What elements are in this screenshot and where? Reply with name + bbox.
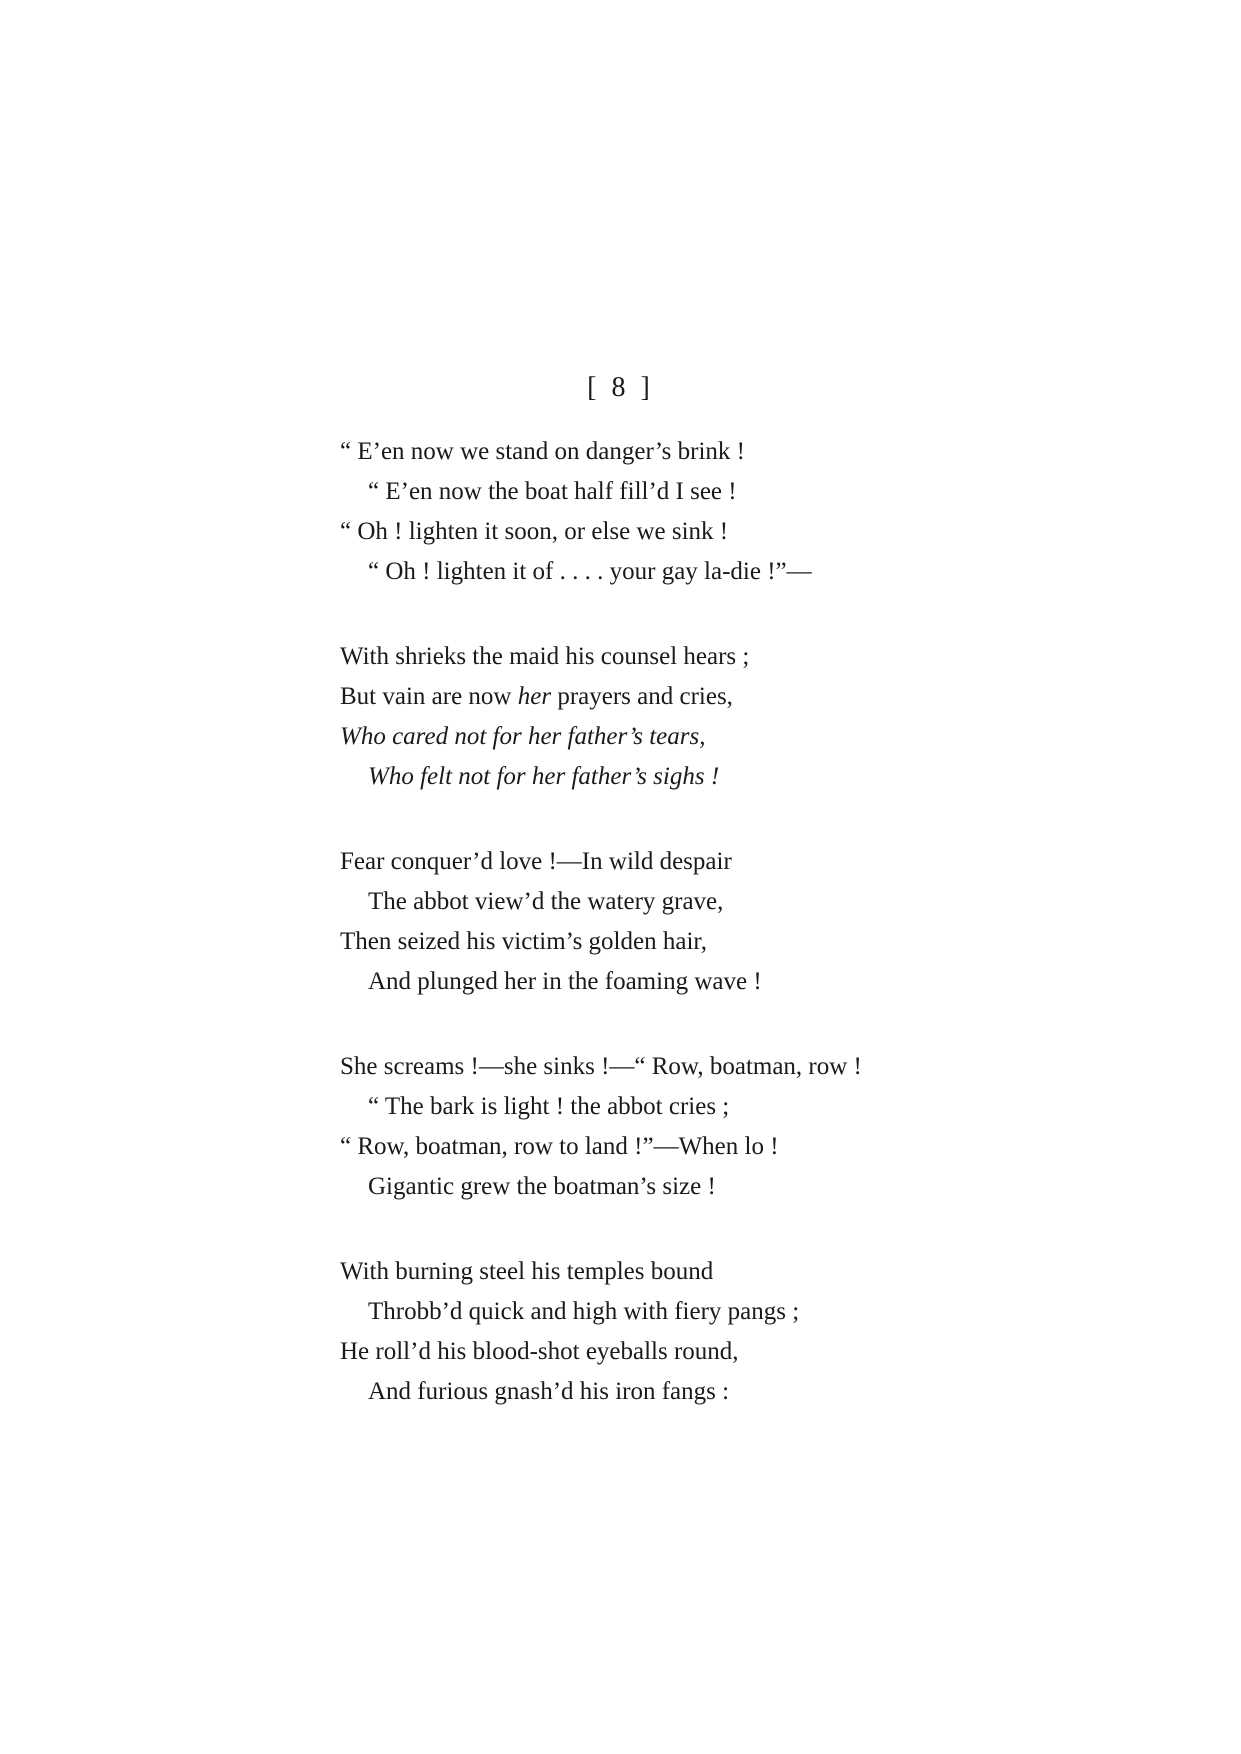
page-number: [ 8 ] bbox=[587, 372, 654, 403]
poem-line: She screams !—she sinks !—“ Row, boatman, row ! bbox=[340, 1053, 862, 1080]
poem-line: “ The bark is light ! the abbot cries ; bbox=[368, 1093, 730, 1120]
stanza-1 bbox=[340, 432, 980, 592]
poem-line-italic bbox=[340, 757, 980, 797]
poem-line-text: prayers and cries, bbox=[551, 683, 733, 710]
italic-text: Who cared not for her father’s tears, bbox=[340, 723, 706, 750]
poem-body bbox=[340, 432, 980, 1457]
poem-line: Gigantic grew the boatman’s size ! bbox=[368, 1173, 716, 1200]
poem-line: “ E’en now we stand on danger’s brink ! bbox=[340, 438, 745, 465]
poem-line: “ Oh ! lighten it soon, or else we sink ! bbox=[340, 518, 729, 545]
poem-line: The abbot view’d the watery grave, bbox=[368, 888, 724, 915]
poem-line: With shrieks the maid his counsel hears ; bbox=[340, 643, 750, 670]
stanza-2 bbox=[340, 637, 980, 797]
poem-line bbox=[340, 677, 980, 717]
poem-line-text: But vain are now bbox=[340, 683, 518, 710]
poem-line: Throbb’d quick and high with fiery pangs ; bbox=[368, 1298, 800, 1325]
poem-line: With burning steel his temples bound bbox=[340, 1258, 714, 1285]
poem-line: He roll’d his blood-shot eyeballs round, bbox=[340, 1338, 739, 1365]
poem-line: “ Oh ! lighten it of . . . . your gay la-die !”— bbox=[368, 558, 812, 585]
italic-text: Who felt not for her father’s sighs ! bbox=[368, 763, 720, 790]
stanza-5 bbox=[340, 1252, 980, 1412]
emphasized-word: her bbox=[517, 683, 552, 710]
poem-line-italic bbox=[340, 717, 980, 757]
poem-line: And plunged her in the foaming wave ! bbox=[368, 968, 762, 995]
stanza-3 bbox=[340, 842, 980, 1002]
poem-line: Fear conquer’d love !—In wild despair bbox=[340, 848, 732, 875]
poem-line: Then seized his victim’s golden hair, bbox=[340, 928, 707, 955]
poem-line: “ E’en now the boat half fill’d I see ! bbox=[368, 478, 737, 505]
stanza-4 bbox=[340, 1047, 980, 1207]
poem-line: “ Row, boatman, row to land !”—When lo ! bbox=[340, 1133, 779, 1160]
poem-line: And furious gnash’d his iron fangs : bbox=[368, 1378, 730, 1405]
